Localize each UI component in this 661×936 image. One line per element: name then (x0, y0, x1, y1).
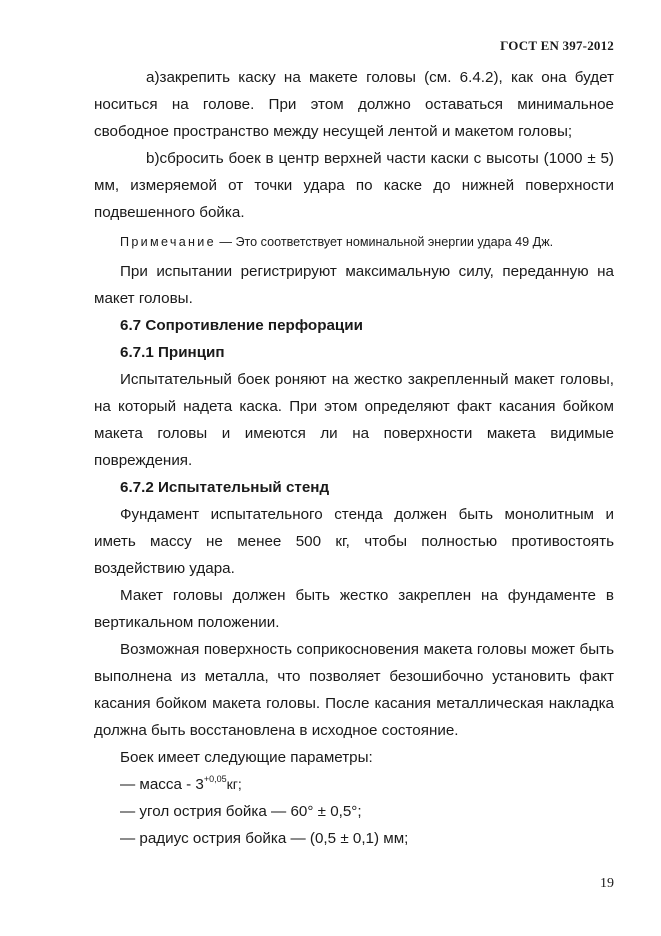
note-label: Примечание (120, 235, 216, 249)
section-title: Испытательный стенд (158, 479, 330, 496)
page-number: 19 (600, 876, 614, 891)
note (94, 229, 614, 256)
section-title: Принцип (158, 344, 225, 361)
param-angle (94, 798, 614, 825)
section-number: 6.7.2 (120, 479, 154, 496)
list-item-b (94, 145, 614, 226)
section-heading-6-7-1 (94, 339, 614, 366)
paragraph-foundation: Фундамент испытательного стенда должен быть монолитным и иметь массу не менее 500 кг, чтобы полностью противостоять воздействию удара. (94, 506, 614, 577)
section-heading-6-7 (94, 312, 614, 339)
paragraph-params-intro: Боек имеет следующие параметры: (120, 749, 373, 766)
list-item-text: закрепить каску на макете головы (см. 6.4.2), как она будет носиться на голове. При этом должно оставаться минимальное свободное пространство между несущей лентой и макетом головы; (94, 69, 614, 140)
document-body (94, 64, 614, 852)
param-mass (94, 771, 614, 798)
list-item-label: a) (146, 69, 160, 86)
paragraph-principle: Испытательный боек роняют на жестко закрепленный макет головы, на который надета каска. При этом определяют факт касания бойком макета головы и имеются ли на поверхности макета видимые повреждения. (94, 371, 614, 469)
param-text: радиус острия бойка — (0,5 ± 0,1) мм; (135, 830, 409, 847)
param-radius (94, 825, 614, 852)
dash-marker: — (120, 776, 136, 793)
note-dash: — (215, 235, 236, 249)
dash-marker: — (120, 830, 136, 847)
param-text: масса - 3 (135, 776, 204, 793)
dash-marker: — (120, 803, 136, 820)
paragraph-contact: Возможная поверхность соприкосновения макета головы может быть выполнена из металла, что позволяет безошибочно установить факт касания бойком макета головы. После касания металлическая накладка должна быть восстановлена в исходное состояние. (94, 641, 614, 739)
section-title: Сопротивление перфорации (145, 317, 363, 334)
section-number: 6.7.1 (120, 344, 154, 361)
paragraph-record: При испытании регистрируют максимальную силу, переданную на макет головы. (94, 263, 614, 307)
list-item-a (94, 64, 614, 145)
mass-unit: кг; (226, 776, 242, 792)
paragraph-headform: Макет головы должен быть жестко закреплен на фундаменте в вертикальном положении. (94, 587, 614, 631)
standard-header: ГОСТ EN 397-2012 (500, 38, 614, 53)
list-item-text: сбросить боек в центр верхней части каски с высоты (1000 ± 5) мм, измеряемой от точки удара по каске до нижней поверхности подвешенного бойка. (94, 150, 614, 221)
section-number: 6.7 (120, 317, 142, 334)
list-item-label: b) (146, 150, 160, 167)
section-heading-6-7-2 (94, 474, 614, 501)
mass-tolerance: +0,05 (203, 774, 227, 784)
note-text: Это соответствует номинальной энергии удара 49 Дж. (235, 235, 554, 249)
param-text: угол острия бойка — 60° ± 0,5°; (135, 803, 362, 820)
